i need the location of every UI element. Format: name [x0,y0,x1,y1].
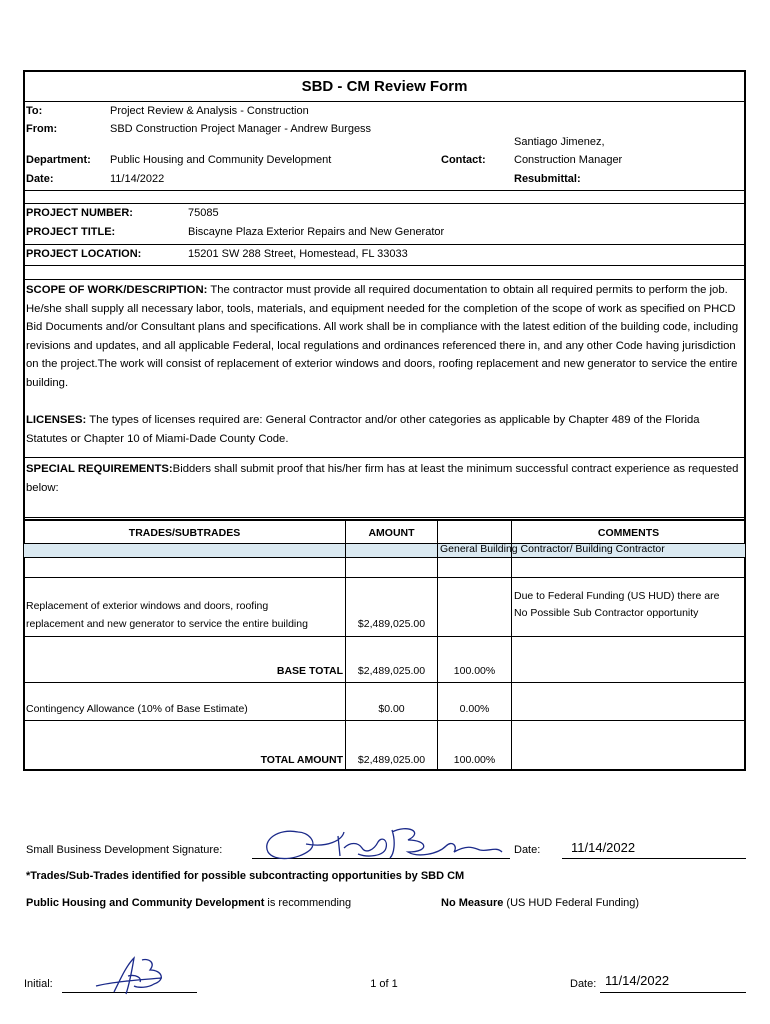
from-value: SBD Construction Project Manager - Andrew Burgess [110,123,372,135]
table-line [23,577,746,578]
subcontracting-note: *Trades/Sub-Trades identified for possible subcontracting opportunities by SBD CM [26,870,465,882]
divider [23,279,746,280]
recommendation-line [26,897,351,909]
to-value: Project Review & Analysis - Construction [110,105,309,117]
divider [23,457,746,458]
to-label: To: [26,105,43,117]
project-title-label: PROJECT TITLE: [26,226,116,238]
project-title-value: Biscayne Plaza Exterior Repairs and New Generator [188,226,445,238]
contingency-amount: $0.00 [378,703,405,715]
department-value: Public Housing and Community Development [110,154,332,166]
department-label: Department: [26,154,91,166]
base-total-amount: $2,489,025.00 [357,665,426,677]
header-amount: AMOUNT [368,527,415,539]
trade-category: General Building Contractor/ Building Contractor [440,543,665,555]
project-location-value: 15201 SW 288 Street, Homestead, FL 33033 [188,248,408,260]
recommend-text: is recommending [264,897,352,909]
item-comment-line2: No Possible Sub Contractor opportunity [514,607,699,619]
table-col-line [437,519,438,771]
date2-label: Date: [570,978,597,990]
form-title: SBD - CM Review Form [301,78,468,95]
resubmittal-label: Resubmittal: [514,173,581,185]
sbd-date-line [562,858,746,859]
contingency-label: Contingency Allowance (10% of Base Estimate) [26,703,248,715]
project-location-label: PROJECT LOCATION: [26,248,142,260]
measure-label: No Measure [441,897,504,909]
divider [23,101,746,102]
licenses-paragraph [26,411,742,448]
measure-line [441,897,639,909]
project-number-value: 75085 [188,207,219,219]
date-label: Date: [26,173,54,185]
table-col-line [345,519,346,771]
divider [23,203,746,204]
table-col-line [511,519,512,771]
header-comments: COMMENTS [597,527,660,539]
item-comment-line1: Due to Federal Funding (US HUD) there are [514,590,720,602]
date2-line [600,992,746,993]
table-line [23,720,746,721]
item-amount: $2,489,025.00 [357,618,426,630]
project-number-label: PROJECT NUMBER: [26,207,133,219]
base-total-percent: 100.00% [453,665,496,677]
table-top-border [23,519,746,521]
table-line [23,682,746,683]
divider [23,517,746,518]
sbd-date-label: Date: [514,844,541,856]
special-paragraph [26,460,742,497]
special-text: Bidders shall submit proof that his/her firm has at least the minimum successful contract experience as requested below: [26,463,739,494]
special-label: SPECIAL REQUIREMENTS: [26,463,173,475]
contact-label: Contact: [441,154,486,166]
scope-paragraph [26,281,742,392]
total-amount-percent: 100.00% [453,754,496,766]
recommend-dept: Public Housing and Community Development [26,897,265,909]
base-total-label: BASE TOTAL [276,665,343,677]
scope-label: SCOPE OF WORK/DESCRIPTION: [26,284,208,296]
date-value: 11/14/2022 [110,173,165,185]
licenses-text: The types of licenses required are: General Contractor and/or other categories as applicable by Chapter 489 of the Florida Statutes or Chapter 10 of Miami-Dade County Code. [26,414,700,445]
licenses-label: LICENSES: [26,414,87,426]
total-amount-value: $2,489,025.00 [357,754,426,766]
initial-signature-image [92,952,192,998]
scope-text: The contractor must provide all required documentation to obtain all required permits to perform the job. He/she shall supply all necessary labor, tools, materials, and equipment needed for the completion of the scope of work as specified on PHCD Bid Documents and/or Consultant plans and specifications. All work shall be in compliance with the latest edition of the building code, including revisions and updates, and all applicable Federal, local regulations and ordinances referenced there in, and any other Code having jurisdiction on the project.The work will consist of replacement of exterior windows and doors, roofing replacement and new generator to service the entire building. [26,284,739,389]
divider [23,190,746,191]
total-amount-label: TOTAL AMOUNT [260,754,343,766]
contact-role: Construction Manager [514,154,623,166]
measure-text: (US HUD Federal Funding) [503,897,640,909]
initial-label: Initial: [24,978,53,990]
contingency-percent: 0.00% [459,703,490,715]
table-line [23,636,746,637]
contact-name: Santiago Jimenez, [514,136,605,148]
sbd-signature-label: Small Business Development Signature: [26,844,223,856]
sbd-signature-image [258,822,508,866]
item-description-line2: replacement and new generator to service the entire building [26,618,308,630]
date2-value: 11/14/2022 [605,973,670,988]
divider [23,244,746,245]
divider [23,265,746,266]
sbd-date-value: 11/14/2022 [571,840,636,855]
page-number: 1 of 1 [370,978,398,990]
table-line [23,557,746,558]
item-description-line1: Replacement of exterior windows and doors, roofing [26,600,269,612]
header-trades: TRADES/SUBTRADES [128,527,241,539]
from-label: From: [26,123,58,135]
